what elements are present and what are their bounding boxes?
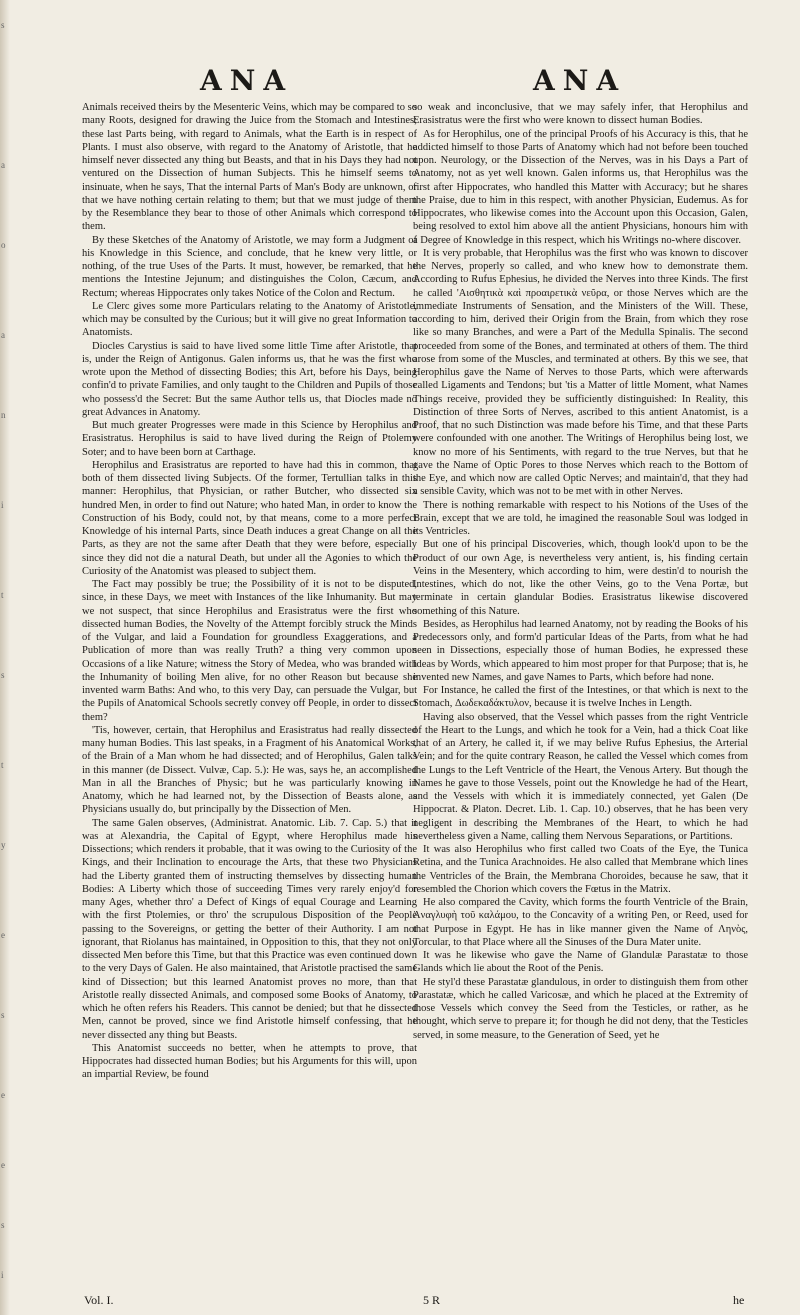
gutter-letter: e — [1, 930, 5, 940]
gutter-letter: s — [1, 1010, 5, 1020]
paragraph: Animals received theirs by the Mesenteric Veins, which may be compared to so many Roots, designed for drawing the Juice from the Stomach and Intestines; these last Parts being, with regard to Animals, what the Earth is in respect of Plants. I must also observe, with regard to the Anatomy of Aristotle, that he himself never dissected any thing but Beasts, and that in his Days they had not ventured on the Dissection of human Subjects. This he himself seems to insinuate, when he says, That the internal Parts of Man's Body are unknown, or that we have nothing certain relating to them; but that we must judge of them by the Resemblance they bear to those of other Animals which correspond to them. — [82, 102, 417, 233]
gutter-letter: t — [1, 760, 4, 770]
signature-mark: 5 R — [423, 1293, 441, 1307]
header-right-word: ANA — [533, 64, 627, 97]
gutter-letter: s — [1, 1220, 5, 1230]
adjacent-page-fragments — [0, 0, 14, 1315]
volume-number: Vol. I. — [84, 1293, 114, 1307]
paragraph: 'Tis, however, certain, that Herophilus and Erasistratus had really dissected many human Bodies. This last speaks, in a Fragment of his Anatomical Works, of the Brain of a Man whom he had dissected; and of Herophilus, Galen talks in this manner (de Dissect. Vulvæ, Cap. 5.): He was, says he, an accomplished Man in all the Branches of Physic; but he was particularly knowing in Anatomy, which he had learned not, by the Dissection of Beasts alone, as Physicians usually do, but principally by the Dissection of Men. — [82, 724, 417, 816]
right-column — [413, 101, 748, 1291]
gutter-letter: n — [1, 410, 6, 420]
paragraph: Besides, as Herophilus had learned Anatomy, not by reading the Books of his Predecessors only, and form'd particular Ideas of the Parts, from what he had seen in Dissections, especially those of human Bodies, he expressed these Ideas by Words, which appeared to him most proper for that Purpose; that is, he invented new Names, and gave Names to Parts, which before had none. — [413, 618, 748, 683]
paragraph: But much greater Progresses were made in this Science by Herophilus and Erasistratus. Herophilus is said to have lived during the Reign of Ptolemy Soter; and to have been born at Carthage. — [82, 420, 417, 458]
paragraph: Having also observed, that the Vessel which passes from the right Ventricle of the Heart to the Lungs, and which he took for a Vein, had a thick Coat like that of an Artery, he called it, if we may belive Rufus Ephesius, the Arterial Vein; and for the quite contrary Reason, he called the Vessel which comes from the Lungs to the Left Ventricle of the Heart, the Venous Artery. But though the Names he gave to those Vessels, point out the Knowledge he had of the Heart, and the Vessels with which it is immediately connected, yet Galen (De Hippocrat. & Platon. Decret. Lib. 1. Cap. 10.) observes, that he has been very negligent in describing the Membranes of the Heart, to which he had nevertheless given a Name, calling them Nervous Separations, or Partitions. — [413, 711, 748, 842]
paragraph: The same Galen observes, (Administrat. Anatomic. Lib. 7. Cap. 5.) that it was at Alexandria, the Capital of Egypt, where Herophilus made his Dissections; which renders it probable, that it was owing to the Curiosity of the Kings, and their Inclination to encourage the Arts, that these two Physicians had the Liberty granted them of instructing themselves by dissecting human Bodies: A Liberty which those of succeeding Times very rarely enjoy'd for many Ages, whether thro' a Defect of Kings of equal Courage and Learning with the first Ptolemies, or thro' the scrupulous Disposition of the People passing to the Sovereigns, or getting the better of their Authority. I am not ignorant, that Riolanus has maintained, in Opposition to this, that they not only dissected Men before this Time, but that this Practice was even continued down to the very Days of Galen. He also maintained, that Aristotle practised the same kind of Dissection; but this learned Anatomist proves no more, than that Aristotle really dissected Animals, and composed some Books of Anatomy, to which he often refers his Readers. This cannot be denied; but that he dissected Men, cannot be proved, since we find Aristotle himself confessing, that he never dissected any thing but Beasts. — [82, 817, 417, 1041]
paragraph: For Instance, he called the first of the Intestines, or that which is next to the Stomach, Δωδεκαδάκτυλον, because it is twelve Inches in Length. — [413, 685, 748, 710]
paragraph: Le Clerc gives some more Particulars relating to the Anatomy of Aristotle, which may be consulted by the Curious; but it will give no great Information to Anatomists. — [82, 300, 417, 339]
gutter-letter: i — [1, 1270, 4, 1280]
page-footer — [0, 1293, 800, 1309]
running-header — [0, 64, 800, 100]
paragraph: Herophilus and Erasistratus are reported to have had this in common, that both of them dissected living Subjects. Of the former, Tertullian talks in this manner: Herophilus, that Physician, or rather Butcher, who dissected six hundred Men, in order to find out Nature; who hated Man, in order to know the Construction of his Body, could not, by that means, come to a more perfect Knowledge of his internal Parts, since Death induces a great Change on all the Parts, as they are not the same after Death that they were before, especially since they did not die a natural Death, but under all the Agonies to which the Curiosity of the Anatomist was pleased to subject them. — [82, 459, 417, 577]
gutter-letter: e — [1, 1160, 5, 1170]
gutter-letter: a — [1, 330, 5, 340]
gutter-letter: s — [1, 670, 5, 680]
gutter-letter: o — [1, 240, 6, 250]
left-column — [82, 101, 417, 1291]
paragraph: He also compared the Cavity, which forms the fourth Ventricle of the Brain, Ἀναγλυφὴ τοῦ καλάμου, to the Concavity of a writing Pen, or Reed, used for that Purpose in Egypt. He has in like manner given the Name of Ληνὸς, Torcular, to that Place where all the Sinuses of the Dura Mater unite. — [413, 897, 748, 948]
paragraph: But one of his principal Discoveries, which, though look'd upon to be the Product of our own Age, is nevertheless very antient, is, his finding certain Veins in the Mesentery, which according to him, were destin'd to nourish the Intestines, which do not, like the other Veins, go to the Vena Portæ, but terminate in certain glandular Bodies. Erasistratus likewise discovered something of this Nature. — [413, 539, 748, 617]
paragraph: This Anatomist succeeds no better, when he attempts to prove, that Hippocrates had dissected human Bodies; but his Arguments for this will, upon an impartial Review, be found — [82, 1042, 417, 1081]
paragraph: so weak and inconclusive, that we may safely infer, that Herophilus and Erasistratus were the first who were known to dissect human Bodies. — [413, 102, 748, 127]
paragraph: It is very probable, that Herophilus was the first who was known to discover the Nerves, properly so called, and who knew how to demonstrate them. According to Rufus Ephesius, he divided the Nerves into three Kinds. The first he called 'Αισθητικὰ καὶ προαιρετικὰ νεῦρα, or those Nerves which are the immediate Instruments of Sensation, and the Ministers of the Will. These, according to him, derived their Origin from the Brain, from which they rose like so many Branches, and were a Part of the Medulla Spinalis. The second proceeded from some of the Bones, and terminated at others of them. The third arose from some of the Muscles, and terminated at others. By this we see, that Herophilus gave the Name of Nerves to those Parts, which were afterwards called Ligaments and Tendons; but 'tis a Matter of little Moment, what Names Things receive, provided they be sufficiently distinguished: In Reality, this Distinction of three Sorts of Nerves, ascribed to this antient Anatomist, is a Proof, that no such Distinction was made before his Time, and that these Parts were confounded with one another. The Writings of Herophilus being lost, we know no more of his Sentiments, with regard to the true Nerves, but that he gave the Name of Optic Pores to those Nerves which reach to the Bottom of the Eye, and which now are called Optic Nerves; and maintain'd, that they had a sensible Cavity, which was not to be met with in other Nerves. — [413, 247, 748, 498]
paragraph: He styl'd these Parastatæ glandulous, in order to distinguish them from other Parastatæ, which he called Varicosæ, and which he placed at the Extremity of those Vessels which convey the Seed from the Testicles, or rather, as he thought, which serve to prepare it; for though he did not deny, that the Testicles served, in some measure, to the Generation of Seed, yet he — [413, 976, 748, 1041]
paragraph: Diocles Carystius is said to have lived some little Time after Aristotle, that is, under the Reign of Antigonus. Galen informs us, that he was the first who wrote upon the Method of dissecting Bodies; this Art, before his Days, being confin'd to private Families, and only taught to the Children and Pupils of those who possess'd the Secret: But the same Author tells us, that Diocles made no great Advances in Anatomy. — [82, 340, 417, 418]
paragraph: There is nothing remarkable with respect to his Notions of the Uses of the Brain, except that we are told, he imagined the reasonable Soul was lodged in its Ventricles. — [413, 499, 748, 537]
gutter-letter: s — [1, 20, 5, 30]
paragraph: It was also Herophilus who first called two Coats of the Eye, the Tunica Retina, and the Tunica Arachnoides. He also called that Membrane which lines the Ventricles of the Brain, the Membrana Choroides, because he saw, that it resembled the Chorion which covers the Fœtus in the Matrix. — [413, 844, 748, 895]
paragraph: It was he likewise who gave the Name of Glandulæ Parastatæ to those Glands which lie about the Root of the Penis. — [413, 950, 748, 975]
gutter-letter: i — [1, 500, 4, 510]
gutter-letter: a — [1, 160, 5, 170]
header-left-word: ANA — [200, 64, 294, 97]
paragraph: As for Herophilus, one of the principal Proofs of his Accuracy is this, that he addicted himself to those Parts of Anatomy which had not before been touched upon. Neurology, or the Dissection of the Nerves, was in his Days a Part of Anatomy, not as yet well known. Galen informs us, that Herophilus was the first after Hippocrates, who handled this Matter with Accuracy; but he shares the Praise, due to him in this respect, with another Physician, Eudemus. As for Hippocrates, who likewise comes into the Account upon this Occasion, Galen, being resolved to extol him above all the antient Physicians, honours him with a Degree of Knowledge in this respect, which his Writings no-where discover. — [413, 128, 748, 246]
gutter-letter: y — [1, 840, 6, 850]
catchword: he — [733, 1293, 745, 1307]
gutter-letter: e — [1, 1090, 5, 1100]
paragraph: By these Sketches of the Anatomy of Aristotle, we may form a Judgment of his Knowledge in this Science, and conclude, that he knew very little, or nothing, of the true Uses of the Parts. It must, however, be remarked, that he mentions the Intestine Jejunum; and distinguishes the Colon, Cæcum, and Rectum; whereas Hippocrates only takes Notice of the Colon and Rectum. — [82, 234, 417, 299]
gutter-letter: t — [1, 590, 4, 600]
paragraph: The Fact may possibly be true; the Possibility of it is not to be disputed, since, in these Days, we meet with Instances of the like Inhumanity. But may we not suspect, that since Herophilus and Erasistratus were the first who dissected human Bodies, the Novelty of the Attempt forcibly struck the Minds of the Vulgar, and laid a Foundation for groundless Exaggerations, and a Publication of more than was really Truth? a thing very common upon Occasions of a like Nature; witness the Story of Medea, who was branded with the Inhumanity of boiling Men alive, for no other Reason but because she invented warm Baths: And who, to this very Day, can persuade the Vulgar, but the Pupils of Anatomical Schools secretly convey off People, in order to dissect them? — [82, 579, 417, 723]
